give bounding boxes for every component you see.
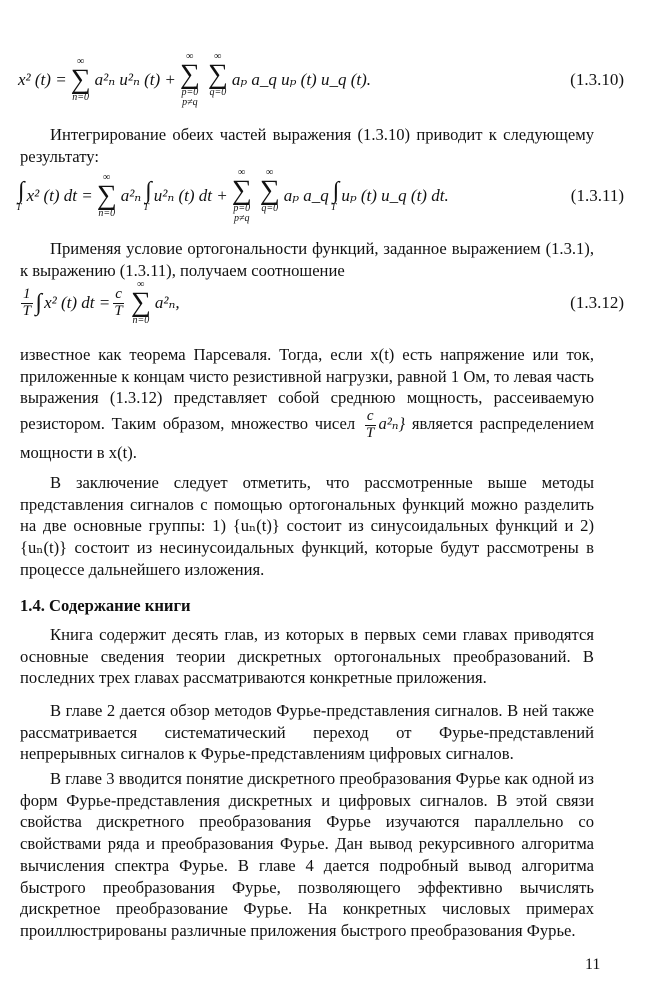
integral-symbol: ∫ (35, 290, 43, 316)
equation-lhs: x² (t) dt = (44, 293, 111, 312)
paragraph: В главе 2 дается обзор методов Фурье-представления сигналов. В ней также рассматривается систематический переход от Фурье-представлений непрерывных сигналов к Фурье-представлениям цифровых сигналов. (20, 701, 594, 764)
sum-symbol: ∞ ∑ q=0 (259, 167, 280, 214)
equation-1-3-12 (18, 280, 638, 326)
paragraph: Книга содержит десять глав, из которых в первых семи главах приводятся основные сведения теории дискретных ортогональных преобразований. В последних трех главах рассматриваются конкретные приложения. (20, 625, 594, 688)
paragraph: Применяя условие ортогональности функций, заданное выражением (1.3.1), к выражению (1.3.11), получаем соотношение (20, 239, 594, 280)
integral-symbol: ∫ T (16, 178, 25, 213)
fraction: $\frac{1}{T}$ (22, 285, 31, 319)
sum-symbol: ∞ ∑ q=0 (207, 51, 228, 98)
equation-term: u²ₙ (t) dt + (153, 186, 228, 205)
equation-lhs: x² (t) dt = (26, 186, 93, 205)
equation-number: (1.3.12) (570, 293, 624, 312)
section-heading: 1.4. Содержание книги (20, 596, 191, 615)
integral-symbol: ∫ T (143, 178, 152, 213)
equation-number: (1.3.11) (570, 186, 624, 205)
integral-symbol: ∫ T (330, 178, 340, 213)
fraction: $\frac{c}{T}$ (114, 285, 123, 319)
paragraph: известное как теорема Парсеваля. Тогда, если x(t) есть напряжение или ток, приложенные к концам чисто резистивной нагрузки, равной 1 Ом, то левая часть выражения (1.3.12) представляет собой среднюю мощность, рассеиваемую резистором. Таким образом, множество чисел $\frac{c}{T}$ a²ₙ} является распределением мощности в x(t). (20, 345, 595, 462)
equation-term: a²ₙ (120, 186, 142, 205)
page-number: 11 (585, 956, 601, 973)
equation-lhs: x² (t) = (18, 70, 67, 89)
equation-term: aₚ a_q (283, 186, 329, 205)
equation-1-3-11 (18, 168, 638, 224)
equation-1-3-10 (18, 52, 638, 108)
sum-symbol: ∞ ∑ n=0 (70, 56, 91, 103)
sum-symbol: ∞ ∑ n=0 (96, 172, 117, 219)
equation-number: (1.3.10) (570, 70, 624, 89)
equation-term: aₚ a_q uₚ (t) u_q (t). (231, 70, 372, 89)
sum-symbol: ∞ ∑ p=0 p≠q (179, 51, 200, 108)
paragraph: Интегрирование обеих частей выражения (1.3.10) приводит к следующему результату: (20, 125, 594, 166)
paragraph: В заключение следует отметить, что рассмотренные выше методы представления сигналов с помощью ортогональных функций можно разделить на две основные группы: 1) {uₙ(t)} состоит из синусоидальных функций и 2) {uₙ(t)} состоит из несинусоидальных функций, которые будут рассмотрены в процессе дальнейшего изложения. (20, 473, 594, 579)
paragraph: В главе 3 вводится понятие дискретного преобразования Фурье как одной из форм Фурье-представления дискретных и цифровых сигналов. В этой связи свойства дискретного преобразования Фурье изучаются параллельно со свойствами ряда и преобразования Фурье. Дан вывод рекурсивного алгоритма вычисления спектра Фурье. В главе 4 дается подробный вывод алгоритма быстрого преобразования Фурье, позволяющего эффективно вычислять дискретное преобразование Фурье. На конкретных числовых примерах проиллюстрированы различные приложения быстрого преобразования Фурье. (20, 769, 594, 940)
sum-symbol: ∞ ∑ p=0 p≠q (231, 167, 252, 224)
sum-symbol: ∞ ∑ n=0 (130, 279, 151, 326)
equation-term: a²ₙ, (154, 293, 180, 312)
equation-term: a²ₙ u²ₙ (t) + (94, 70, 176, 89)
equation-term: uₚ (t) u_q (t) dt. (341, 186, 449, 205)
set-fraction: $\frac{c}{T}$ (366, 408, 375, 441)
